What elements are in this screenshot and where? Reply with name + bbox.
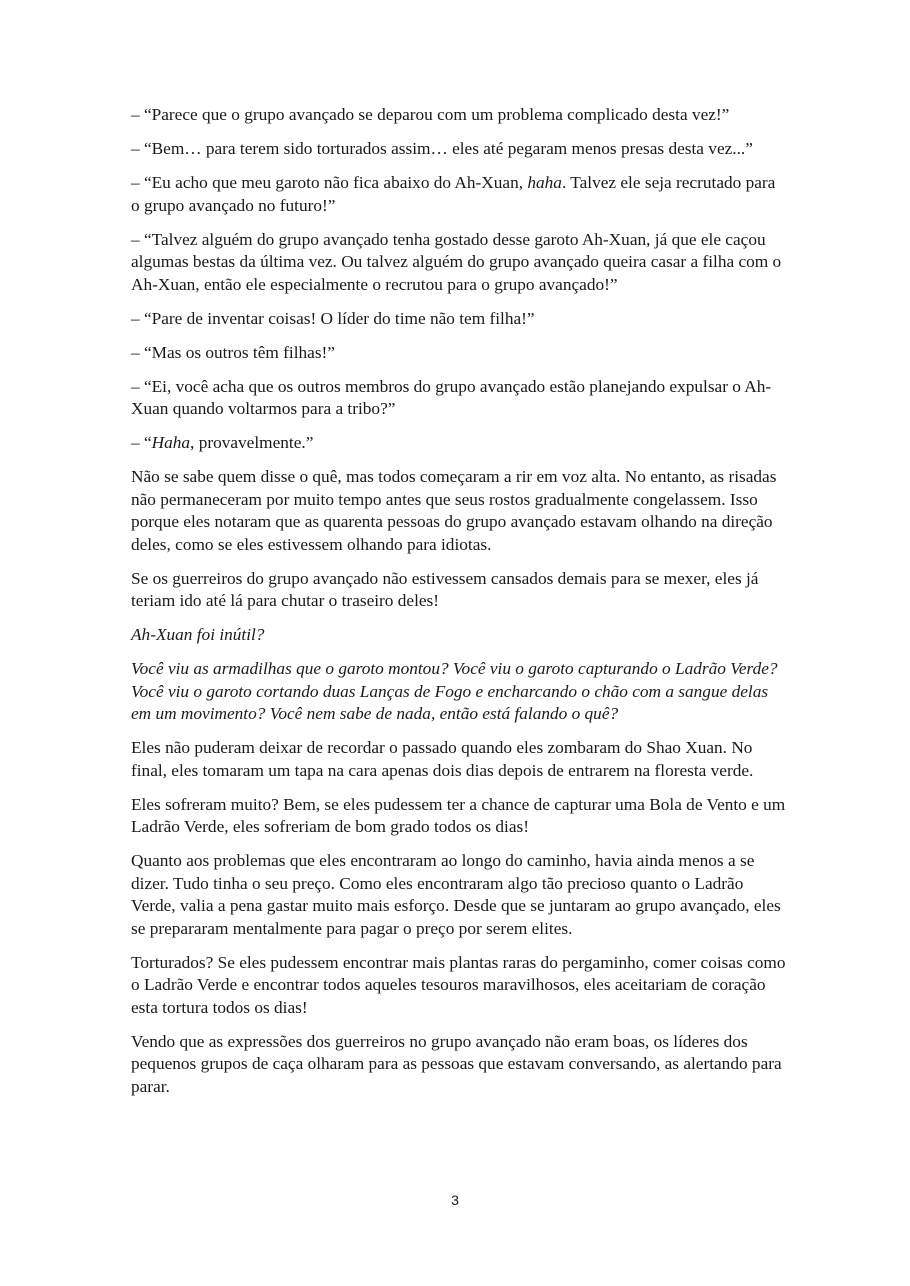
paragraph-text: Ah-Xuan foi inútil? (131, 625, 265, 644)
paragraph (131, 376, 787, 421)
paragraph-text: Não se sabe quem disse o quê, mas todos começaram a rir em voz alta. No entanto, as risadas não permaneceram por muito tempo antes que seus rostos gradualmente congelassem. Isso porque eles notaram que as quarenta pessoas do grupo avançado estavam olhando na direção deles, como se eles estivessem olhando para idiotas. (131, 467, 777, 554)
paragraph-text: Eles sofreram muito? Bem, se eles pudessem ter a chance de capturar uma Bola de Vento e um Ladrão Verde, eles sofreriam de bom grado todos os dias! (131, 794, 786, 836)
page-number: 3 (451, 1192, 459, 1208)
paragraph-text: – “Eu acho que meu garoto não fica abaixo do Ah-Xuan, (131, 173, 528, 192)
paragraph-text: , provavelmente.” (190, 433, 314, 452)
paragraph (131, 466, 787, 556)
paragraph (131, 432, 787, 455)
paragraph (131, 737, 787, 782)
paragraph-text: – “Bem… para terem sido torturados assim… eles até pegaram menos presas desta vez...” (131, 139, 753, 158)
paragraph-text: Quanto aos problemas que eles encontraram ao longo do caminho, havia ainda menos a se dizer. Tudo tinha o seu preço. Como eles encontraram algo tão precioso quanto o Ladrão Verde, valia a pena gastar muito mais esforço. Desde que se juntaram ao grupo avançado, eles se prepararam mentalmente para pagar o preço por serem elites. (131, 851, 781, 938)
paragraph-text: – “Talvez alguém do grupo avançado tenha gostado desse garoto Ah-Xuan, já que ele caçou algumas bestas da última vez. Ou talvez alguém do grupo avançado queira casar a filha com o Ah-Xuan, então ele especialmente o recrutou para o grupo avançado!” (131, 229, 782, 294)
paragraph-text: Você viu as armadilhas que o garoto montou? Você viu o garoto capturando o Ladrão Verde? Você viu o garoto cortando duas Lanças de Fogo e encharcando o chão com a sangue delas em um movimento? Você nem sabe de nada, então está falando o quê? (131, 659, 778, 723)
paragraph (131, 172, 787, 217)
paragraph (131, 658, 787, 726)
paragraph-text: – “Mas os outros têm filhas!” (131, 342, 335, 362)
italic-text: haha (527, 173, 562, 192)
paragraph-text: Vendo que as expressões dos guerreiros no grupo avançado não eram boas, os líderes dos pequenos grupos de caça olharam para as pessoas que estavam conversando, as alertando para parar. (131, 1031, 782, 1096)
paragraph (131, 308, 787, 331)
italic-text: Haha (151, 433, 191, 452)
paragraph (131, 850, 787, 940)
paragraph-text: – “Ei, você acha que os outros membros do grupo avançado estão planejando expulsar o Ah-Xuan quando voltarmos para a tribo?” (131, 376, 772, 418)
paragraph (131, 229, 787, 297)
paragraph (131, 1031, 787, 1099)
paragraph-text: – “Parece que o grupo avançado se deparou com um problema complicado desta vez!” (131, 105, 730, 124)
paragraph (131, 794, 787, 839)
document-body (131, 104, 787, 1110)
paragraph (131, 624, 787, 647)
paragraph (131, 952, 787, 1020)
paragraph-text: Eles não puderam deixar de recordar o passado quando eles zombaram do Shao Xuan. No final, eles tomaram um tapa na cara apenas dois dias depois de entrarem na floresta verde. (131, 738, 754, 780)
paragraph (131, 568, 787, 613)
paragraph-text: Se os guerreiros do grupo avançado não estivessem cansados demais para se mexer, eles já teriam ido até lá para chutar o traseiro deles! (131, 568, 759, 610)
paragraph (131, 104, 787, 127)
paragraph-text: – “ (131, 433, 152, 452)
paragraph (131, 342, 787, 365)
paragraph (131, 138, 787, 161)
paragraph-text: – “Pare de inventar coisas! O líder do time não tem filha!” (131, 308, 535, 328)
paragraph-text: . Talvez ele seja recrutado para o grupo avançado no futuro!” (131, 173, 776, 215)
paragraph-text: Torturados? Se eles pudessem encontrar mais plantas raras do pergaminho, comer coisas como o Ladrão Verde e encontrar todos aqueles tesouros maravilhosos, eles aceitariam de coração esta tortura todos os dias! (131, 952, 786, 1017)
